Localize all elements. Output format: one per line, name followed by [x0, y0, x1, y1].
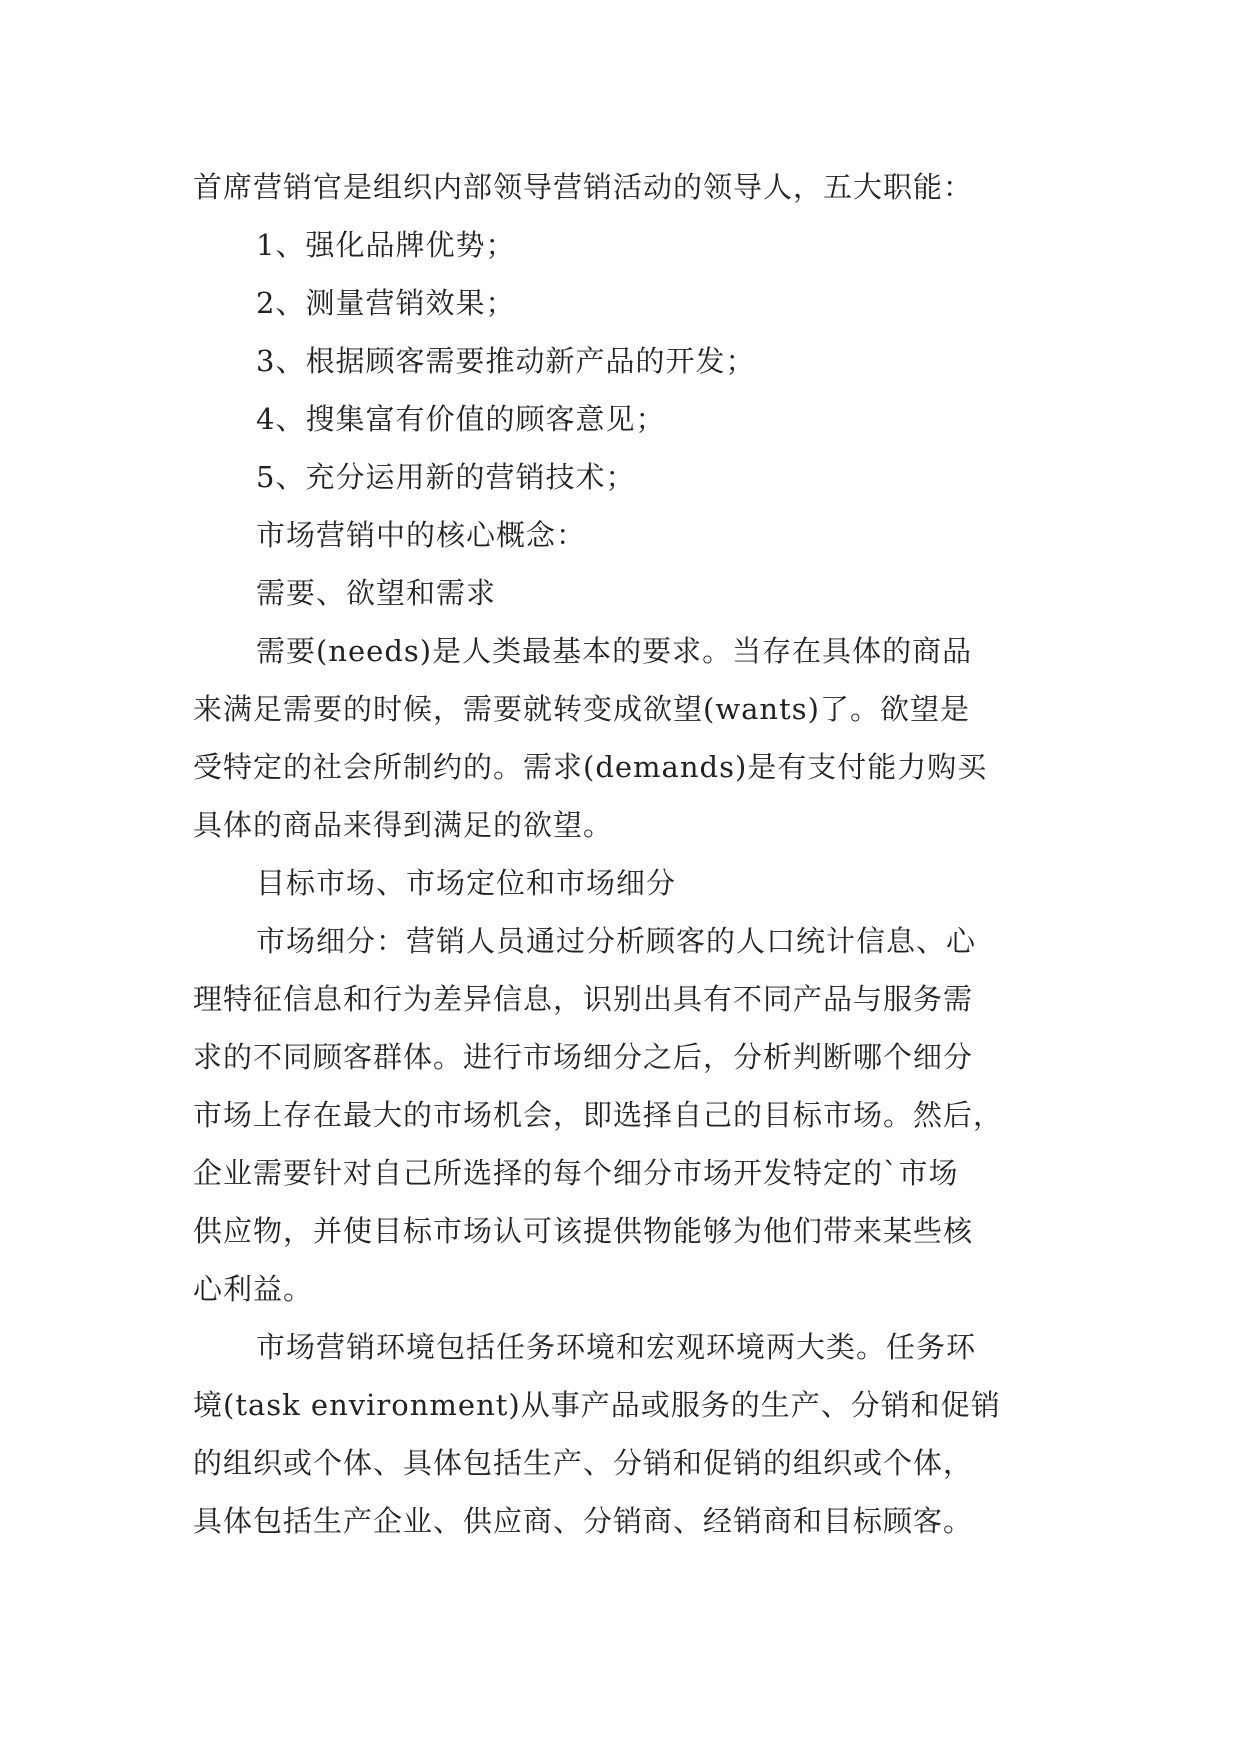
paragraph-line: 理特征信息和行为差异信息，识别出具有不同产品与服务需	[193, 982, 974, 1016]
paragraph-line: 求的不同顾客群体。进行市场细分之后，分析判断哪个细分	[193, 1040, 974, 1074]
paragraph-line: 市场营销环境包括任务环境和宏观环境两大类。任务环	[256, 1330, 977, 1364]
paragraph-line: 供应物，并使目标市场认可该提供物能够为他们带来某些核	[193, 1214, 974, 1248]
paragraph-line: 企业需要针对自己所选择的每个细分市场开发特定的`市场	[193, 1156, 959, 1190]
paragraph-line: 具体包括生产企业、供应商、分销商、经销商和目标顾客。	[193, 1504, 974, 1538]
paragraph-line: 需要(needs)是人类最基本的要求。当存在具体的商品	[256, 634, 973, 668]
paragraph-line: 来满足需要的时候，需要就转变成欲望(wants)了。欲望是	[193, 692, 970, 726]
paragraph-line: 境(task environment)从事产品或服务的生产、分销和促销	[193, 1388, 1001, 1422]
document-body	[193, 158, 1051, 1550]
paragraph-line: 具体的商品来得到满足的欲望。	[193, 808, 614, 842]
list-item-4: 4、搜集富有价值的顾客意见；	[256, 402, 666, 436]
list-item-1: 1、强化品牌优势；	[256, 228, 516, 262]
paragraph-line: 受特定的社会所制约的。需求(demands)是有支付能力购买	[193, 750, 988, 784]
list-item-2: 2、测量营销效果；	[256, 286, 516, 320]
subheading-target-market: 目标市场、市场定位和市场细分	[256, 866, 677, 900]
paragraph-line: 市场细分：营销人员通过分析顾客的人口统计信息、心	[256, 924, 977, 958]
paragraph-line: 的组织或个体、具体包括生产、分销和促销的组织或个体，	[193, 1446, 974, 1480]
list-item-3: 3、根据顾客需要推动新产品的开发；	[256, 344, 756, 378]
list-item-5: 5、充分运用新的营销技术；	[256, 460, 636, 494]
paragraph-line: 心利益。	[193, 1272, 314, 1306]
subheading-needs-wants-demands: 需要、欲望和需求	[256, 576, 497, 610]
paragraph-line: 市场上存在最大的市场机会，即选择自己的目标市场。然后，	[193, 1098, 1004, 1132]
section-heading-core-concepts: 市场营销中的核心概念：	[256, 518, 587, 552]
paragraph-intro: 首席营销官是组织内部领导营销活动的领导人，五大职能：	[193, 170, 974, 204]
